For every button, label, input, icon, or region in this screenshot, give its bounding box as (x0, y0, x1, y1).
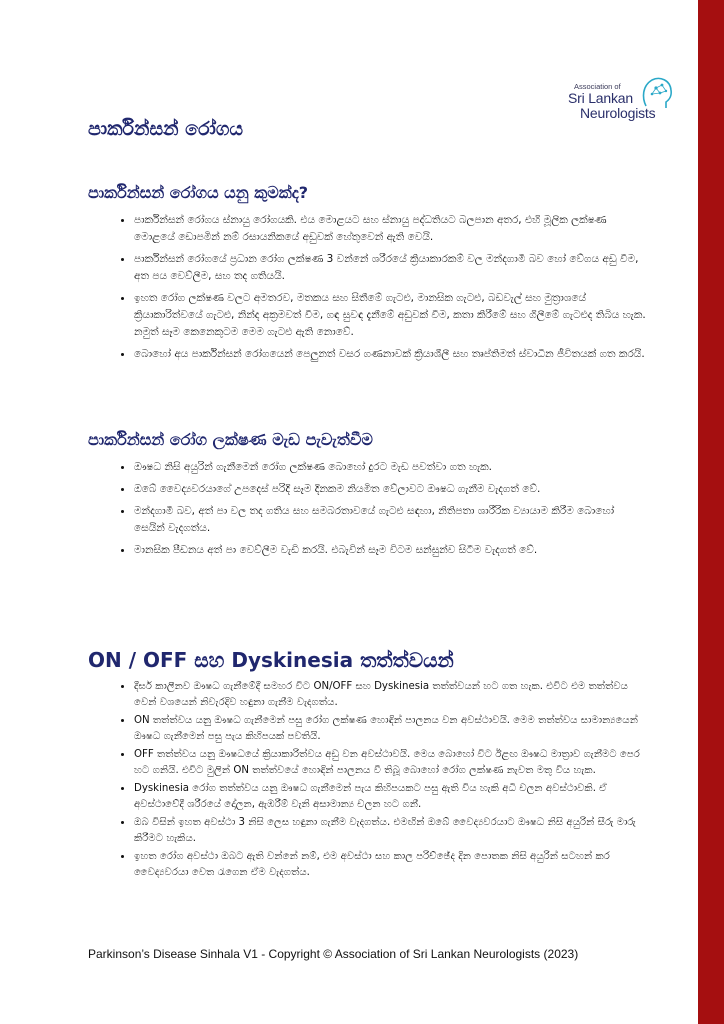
side-accent-bar (698, 0, 724, 1024)
section-on-off-dyskinesia (88, 648, 648, 882)
list-item: • OFF තත්ත්වය යනු ඖෂධයේ ක්‍රියාකාරිත්වය අඩු වන අවස්ථාවයි. මෙය බොහෝ විට ඊළඟ ඖෂධ මාත්‍රාව ගැනීමට පෙර හට ගනියි. එවිට මුලින් ON තත්ත්වයේ හොඳින් පාලනය වී තිබූ බොහෝ රෝග ලක්ෂණ නැවත මතු විය හැක. (134, 746, 648, 778)
list-item: • දීර්ඝ කාලීනව ඖෂධ ගැනීමේදී සමහර විට ON/OFF සහ Dyskinesia තත්ත්වයන් හට ගත හැක. එවිට එම තත්ත්වය වෙන් වශයෙන් නිවැරදිව හඳුනා ගැනීම වැදගත්ය. (134, 678, 648, 710)
brain-head-icon (636, 72, 676, 112)
list-item: • Dyskinesia රෝග තත්ත්වය යනු ඖෂධ ගැනීමෙන් පැය කිහිපයකට පසු ඇති විය හැකි අධි චලන අවස්ථාවකි. ඒ අවස්ථාවේදී ශරීරයේ දෝලන, ඇඹරීම් වැනි අසාමාන්‍ය චලන හට ගනී. (134, 780, 648, 812)
section-heading: පාර්කින්සන් රෝගය යනු කුමක්ද? (88, 183, 309, 202)
bullet-list (88, 211, 648, 363)
list-item: • ON තත්ත්වය යනු ඖෂධ ගැනීමෙන් පසු රෝග ලක්ෂණ හොඳින් පාලනය වන අවස්ථාවයි. මෙම තත්ත්වය සාමාන්‍යයෙන් ඖෂධ ගැනීමෙන් පසු පැය කිහිපයක් පවතියි. (134, 712, 648, 744)
footer-copyright: Parkinson’s Disease Sinhala V1 - Copyright © Association of Sri Lankan Neurologists (2023) (88, 947, 579, 961)
asln-logo (566, 72, 684, 126)
list-item: • බොහෝ අය පාර්කින්සන් රෝගයෙන් පෙලුනත් වසර ගණනාවක් ක්‍රියාශීලී සහ තෘප්තිමත් ස්වාධීන ජීවිතයක් ගත කරයි. (134, 345, 648, 363)
logo-line-1: Association of (574, 82, 621, 91)
section-heading: පාර්කින්සන් රෝග ලක්ෂණ මැඩ පැවැත්වීම (88, 430, 373, 449)
bullet-list (88, 458, 648, 559)
section-what-is (88, 183, 648, 367)
list-item: • පාර්කින්සන් රෝගය ස්නායු රෝගයකි. එය මොළයට සහ ස්නායු පද්ධතියට බලපාන අතර, එහි මූලික ලක්ෂණ මොළයේ ඩොපමින් නම් රසායනිකයේ අඩුවක් හේතුවෙන් ඇති වෙයි. (134, 211, 648, 246)
page-title: පාර්කින්සන් රෝගය (88, 118, 244, 140)
list-item: • මන්දගාමී බව, අත් පා වල තද ගතිය සහ සමබරතාවයේ ගැටළු සඳහා, නිතිපතා ශාරීරික ව්‍යායාම කිරීම බොහෝ සෙයින් වැදගත්ය. (134, 502, 648, 537)
list-item: • ඉහත රෝග ලක්ෂණ වලට අමතරව, මතකය සහ සිතීමේ ගැටළු, මානසික ගැටළු, බඩවැල් සහ මුත්‍රාශයේ ක්‍රියාකාරිත්වයේ ගැටළු, නින්ද අක්‍රමවත් වීම, ගඳ සුවඳ දැනීමේ අඩුවක් වීම, කතා කිරීමේ සහ ගිලීමේ ගැටළුද තිබිය හැක. නමුත් සෑම කෙනෙකුටම මෙම ගැටළු ඇති නොවේ. (134, 289, 648, 341)
logo-line-3: Neurologists (580, 105, 656, 121)
section-managing-symptoms (88, 430, 648, 563)
list-item: • මානසික පීඩනය අත් පා වෙව්ලීම වැඩි කරයි. එබැවින් සෑම විටම සන්සුන්ව සිටීම වැදගත් වේ. (134, 541, 648, 559)
section-heading: ON / OFF සහ Dyskinesia තත්ත්වයන් (88, 648, 454, 672)
list-item: • ඔබේ වෛද්‍යවරයාගේ උපදෙස් පරිදි සෑම දිනකම නියමිත වේලාවට ඖෂධ ගැනීම වැදගත් වේ. (134, 480, 648, 498)
bullet-list (88, 678, 648, 880)
list-item: • ඖෂධ නිසි අයුරින් ගැනීමෙන් රෝග ලක්ෂණ බොහෝ දුරට මැඩ පවත්වා ගත හැක. (134, 458, 648, 476)
list-item: • ඉහත රෝග අවස්ථා ඔබට ඇති වන්නේ නම්, එම අවස්ථා සහ කාල පරිච්ඡේද දින පොතක නිසි අයුරින් සටහන් කර වෛද්‍යවරයා වෙත රැගෙන ඒම වැදගත්ය. (134, 848, 648, 880)
list-item: • ඔබ විසින් ඉහත අවස්ථා 3 නිසි ලෙස හඳුනා ගැනීම වැදගත්ය. එමඟින් ඔබේ වෛද්‍යවරයාට ඖෂධ නිසි අයුරින් සීරු මාරු කිරීමට හැකිය. (134, 814, 648, 846)
logo-line-2: Sri Lankan (568, 90, 633, 106)
list-item: • පාර්කින්සන් රෝගයේ ප්‍රධාන රෝග ලක්ෂණ 3 වන්නේ ශරීරයේ ක්‍රියාකාරකම් වල මන්දගාමී බව හෝ වේගය අඩු වීම, අත පය වෙව්ලීම, සහ තද ගතියයි. (134, 250, 648, 285)
